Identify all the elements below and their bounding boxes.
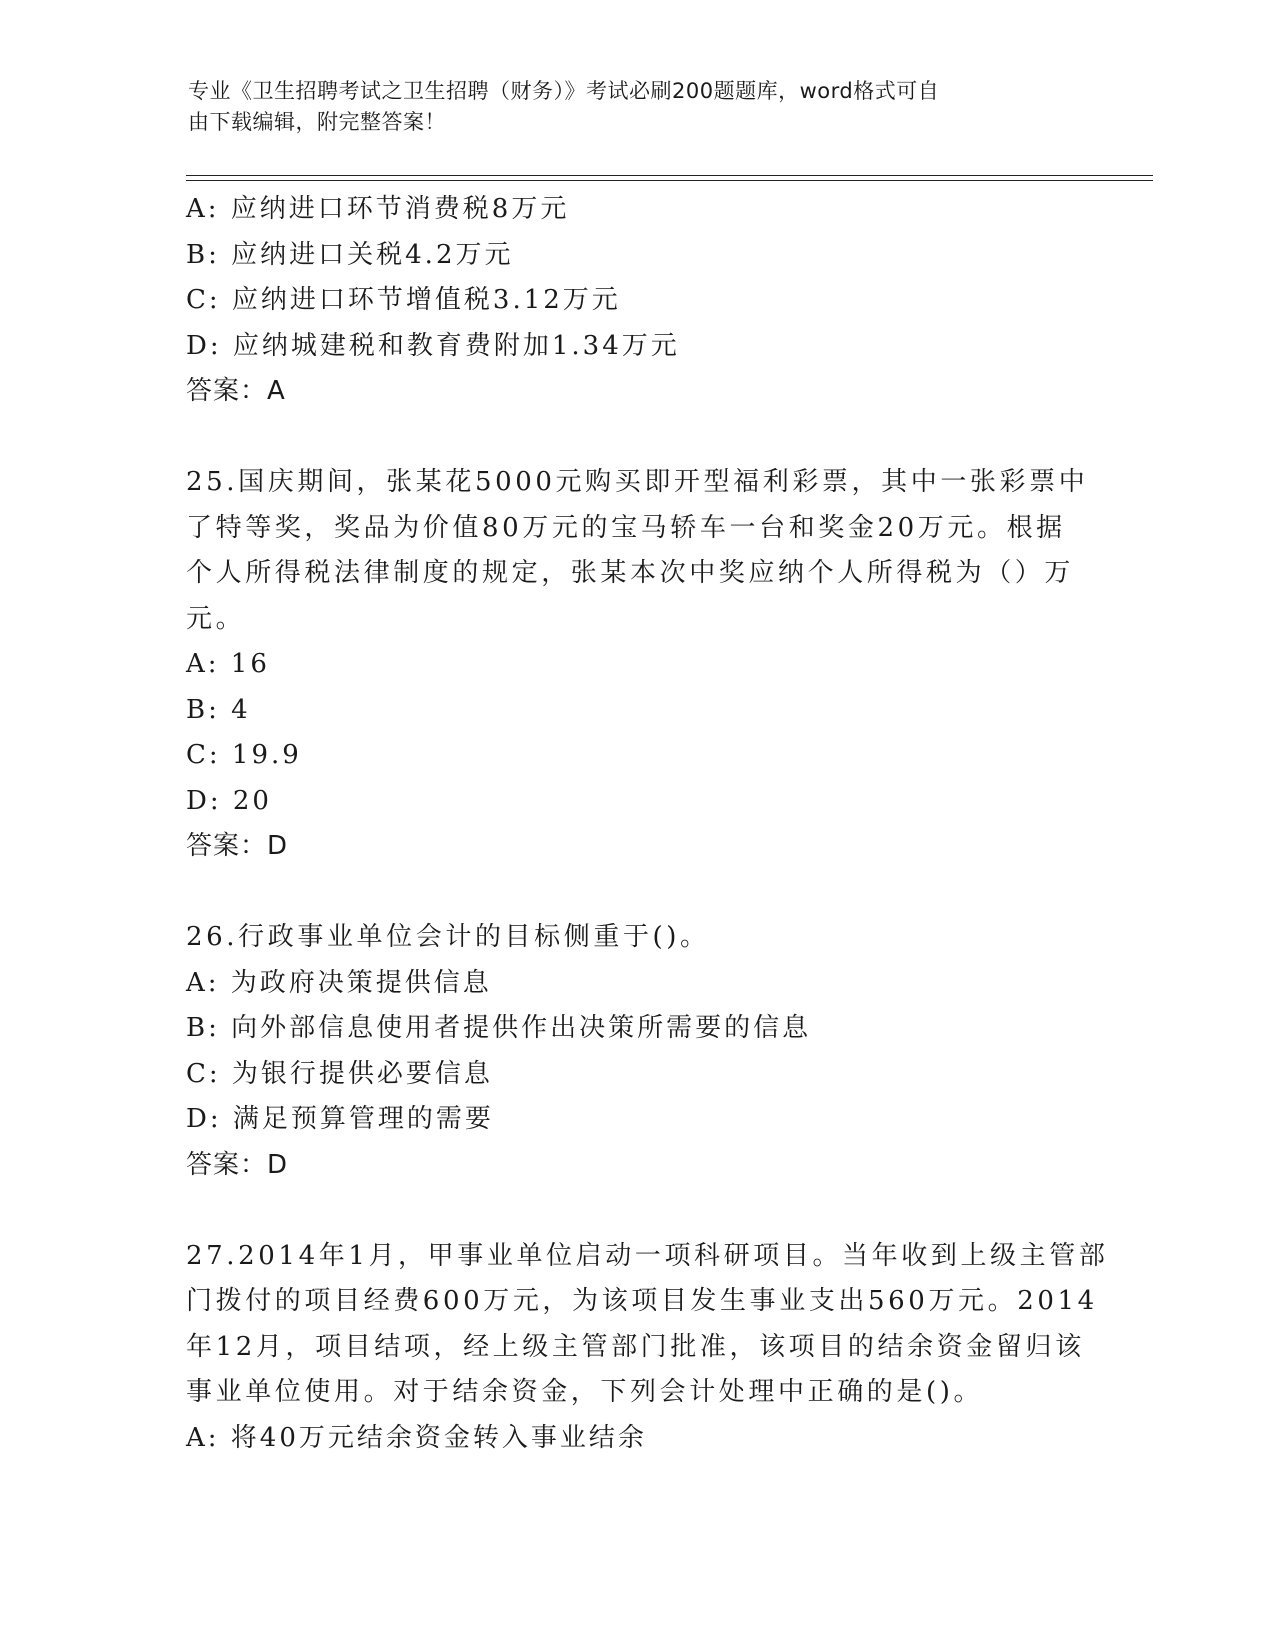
question-line: 门拨付的项目经费600万元，为该项目发生事业支出560万元。2014 [186,1286,1098,1316]
header-divider-bottom [186,180,1153,181]
question-25 [186,460,1089,870]
question-line: 个人所得税法律制度的规定，张某本次中奖应纳个人所得税为（）万 [186,558,1075,588]
question-line: 元。 [186,603,246,634]
option-a: A: 应纳进口环节消费税8万元 [186,194,570,224]
document-header [188,76,1068,138]
option-a: A: 为政府决策提供信息 [186,967,492,998]
question-line: 25.国庆期间，张某花5000元购买即开型福利彩票，其中一张彩票中 [186,467,1089,497]
question-list [186,187,1109,1461]
option-c: C: 为银行提供必要信息 [186,1058,493,1089]
question-27 [186,1234,1109,1462]
question-line: 了特等奖，奖品为价值80万元的宝马轿车一台和奖金20万元。根据 [186,512,1066,543]
question-line: 事业单位使用。对于结余资金，下列会计处理中正确的是()。 [186,1377,984,1407]
question-26 [186,915,1086,1188]
option-b: B: 4 [186,694,251,725]
answer: 答案：D [186,831,289,861]
question-text [186,460,1089,642]
question-line: 26.行政事业单位会计的目标侧重于()。 [186,922,710,952]
spacer [186,1188,1086,1234]
option-d: D: 满足预算管理的需要 [186,1104,494,1134]
answer: 答案：A [186,376,286,406]
spacer [186,870,1086,916]
option-c: C: 19.9 [186,740,302,770]
question-prev [186,187,1086,415]
question-text [186,1234,1109,1416]
header-line-1: 专业《卫生招聘考试之卫生招聘（财务）》考试必刷200题题库，word格式可自 [188,79,940,103]
question-line: 27.2014年1月，甲事业单位启动一项科研项目。当年收到上级主管部 [186,1240,1109,1271]
option-c: C: 应纳进口环节增值税3.12万元 [186,285,621,315]
option-a: A: 将40万元结余资金转入事业结余 [186,1422,647,1453]
spacer [186,415,1086,461]
header-line-2: 由下载编辑，附完整答案！ [188,110,446,134]
question-line: 年12月，项目结项，经上级主管部门批准，该项目的结余资金留归该 [186,1331,1085,1362]
header-divider-top [186,175,1153,176]
option-b: B: 应纳进口关税4.2万元 [186,239,514,270]
option-d: D: 20 [186,785,272,816]
option-d: D: 应纳城建税和教育费附加1.34万元 [186,330,680,361]
option-a: A: 16 [186,649,270,679]
answer: 答案：D [186,1149,289,1180]
option-b: B: 向外部信息使用者提供作出决策所需要的信息 [186,1013,812,1043]
question-text [186,915,1086,961]
